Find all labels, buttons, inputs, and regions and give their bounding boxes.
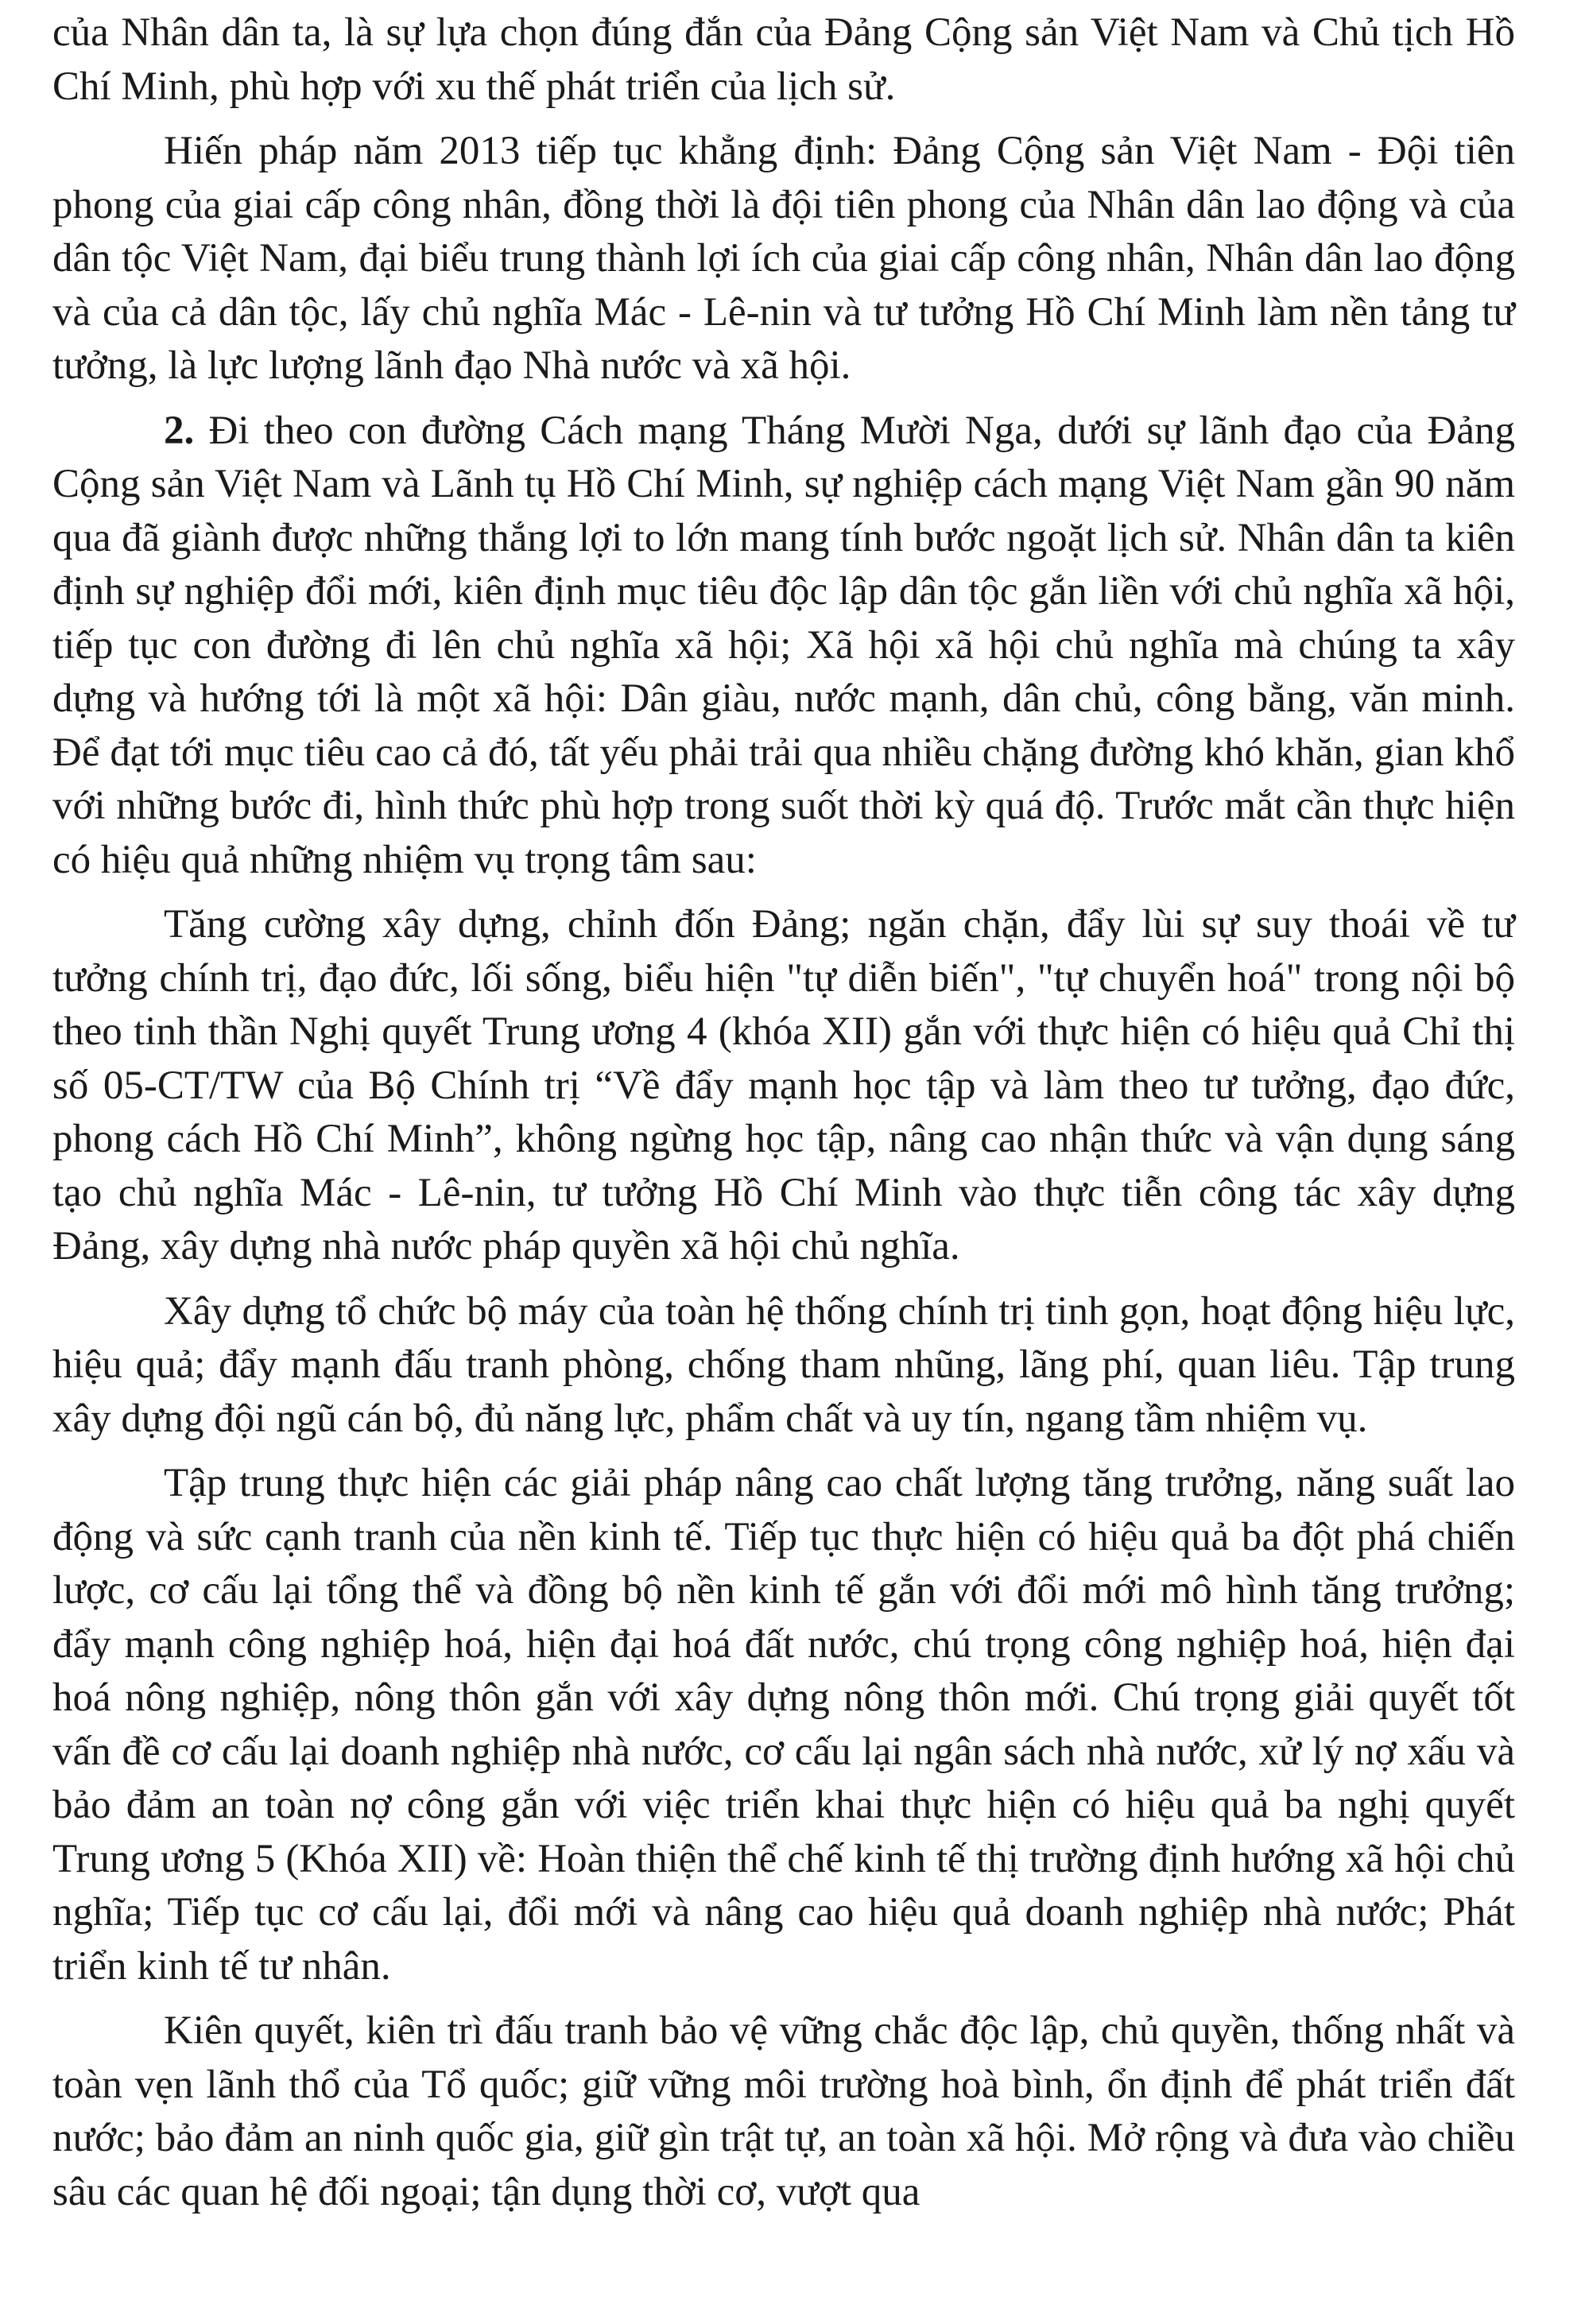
paragraph-text: Kiên quyết, kiên trì đấu tranh bảo vệ vững chắc độc lập, chủ quyền, thống nhất và toàn vẹn lãnh thổ của Tổ quốc; giữ vững môi trường hoà bình, ổn định để phát triển đất nước; bảo đảm an ninh quốc gia, giữ gìn trật tự, an toàn xã hội. Mở rộng và đưa vào chiều sâu các quan hệ đối ngoại; tận dụng thời cơ, vượt qua xyxy=(52,2008,1515,2214)
paragraph-section-2 xyxy=(52,405,1515,888)
paragraph-party-building xyxy=(52,898,1515,1274)
paragraph-text: Xây dựng tổ chức bộ máy của toàn hệ thống chính trị tinh gọn, hoạt động hiệu lực, hiệu quả; đẩy mạnh đấu tranh phòng, chống tham nhũng, lãng phí, quan liêu. Tập trung xây dựng đội ngũ cán bộ, đủ năng lực, phẩm chất và uy tín, ngang tầm nhiệm vụ. xyxy=(52,1288,1515,1441)
document-page xyxy=(52,0,1515,2219)
paragraph-text: của Nhân dân ta, là sự lựa chọn đúng đắn của Đảng Cộng sản Việt Nam và Chủ tịch Hồ Chí Minh, phù hợp với xu thế phát triển của lịch sử. xyxy=(52,10,1515,109)
paragraph-economy xyxy=(52,1457,1515,1993)
paragraph-constitution-2013 xyxy=(52,125,1515,393)
paragraph-sovereignty xyxy=(52,2004,1515,2219)
section-number: 2. xyxy=(164,408,195,453)
paragraph-text: Hiến pháp năm 2013 tiếp tục khẳng định: Đảng Cộng sản Việt Nam - Đội tiên phong của giai cấp công nhân, đồng thời là đội tiên phong của Nhân dân lao động và của dân tộc Việt Nam, đại biểu trung thành lợi ích của giai cấp công nhân, Nhân dân lao động và của cả dân tộc, lấy chủ nghĩa Mác - Lê-nin và tư tưởng Hồ Chí Minh làm nền tảng tư tưởng, là lực lượng lãnh đạo Nhà nước và xã hội. xyxy=(52,129,1515,388)
paragraph-text: Tập trung thực hiện các giải pháp nâng cao chất lượng tăng trưởng, năng suất lao động và sức cạnh tranh của nền kinh tế. Tiếp tục thực hiện có hiệu quả ba đột phá chiến lược, cơ cấu lại tổng thể và đồng bộ nền kinh tế gắn với đổi mới mô hình tăng trưởng; đẩy mạnh công nghiệp hoá, hiện đại hoá đất nước, chú trọng công nghiệp hoá, hiện đại hoá nông nghiệp, nông thôn gắn với xây dựng nông thôn mới. Chú trọng giải quyết tốt vấn đề cơ cấu lại doanh nghiệp nhà nước, cơ cấu lại ngân sách nhà nước, xử lý nợ xấu và bảo đảm an toàn nợ công gắn với việc triển khai thực hiện có hiệu quả ba nghị quyết Trung ương 5 (Khóa XII) về: Hoàn thiện thể chế kinh tế thị trường định hướng xã hội chủ nghĩa; Tiếp tục cơ cấu lại, đổi mới và nâng cao hiệu quả doanh nghiệp nhà nước; Phát triển kinh tế tư nhân. xyxy=(52,1461,1515,1989)
paragraph-continuation xyxy=(52,6,1515,114)
paragraph-apparatus xyxy=(52,1285,1515,1447)
paragraph-text: Tăng cường xây dựng, chỉnh đốn Đảng; ngăn chặn, đẩy lùi sự suy thoái về tư tưởng chính trị, đạo đức, lối sống, biểu hiện "tự diễn biến", "tự chuyển hoá" trong nội bộ theo tinh thần Nghị quyết Trung ương 4 (khóa XII) gắn với thực hiện có hiệu quả Chỉ thị số 05-CT/TW của Bộ Chính trị “Về đẩy mạnh học tập và làm theo tư tưởng, đạo đức, phong cách Hồ Chí Minh”, không ngừng học tập, nâng cao nhận thức và vận dụng sáng tạo chủ nghĩa Mác - Lê-nin, tư tưởng Hồ Chí Minh vào thực tiễn công tác xây dựng Đảng, xây dựng nhà nước pháp quyền xã hội chủ nghĩa. xyxy=(52,902,1515,1269)
paragraph-text: Đi theo con đường Cách mạng Tháng Mười Nga, dưới sự lãnh đạo của Đảng Cộng sản Việt Nam và Lãnh tụ Hồ Chí Minh, sự nghiệp cách mạng Việt Nam gần 90 năm qua đã giành được những thắng lợi to lớn mang tính bước ngoặt lịch sử. Nhân dân ta kiên định sự nghiệp đổi mới, kiên định mục tiêu độc lập dân tộc gắn liền với chủ nghĩa xã hội, tiếp tục con đường đi lên chủ nghĩa xã hội; Xã hội xã hội chủ nghĩa mà chúng ta xây dựng và hướng tới là một xã hội: Dân giàu, nước mạnh, dân chủ, công bằng, văn minh. Để đạt tới mục tiêu cao cả đó, tất yếu phải trải qua nhiều chặng đường khó khăn, gian khổ với những bước đi, hình thức phù hợp trong suốt thời kỳ quá độ. Trước mắt cần thực hiện có hiệu quả những nhiệm vụ trọng tâm sau: xyxy=(52,408,1515,882)
